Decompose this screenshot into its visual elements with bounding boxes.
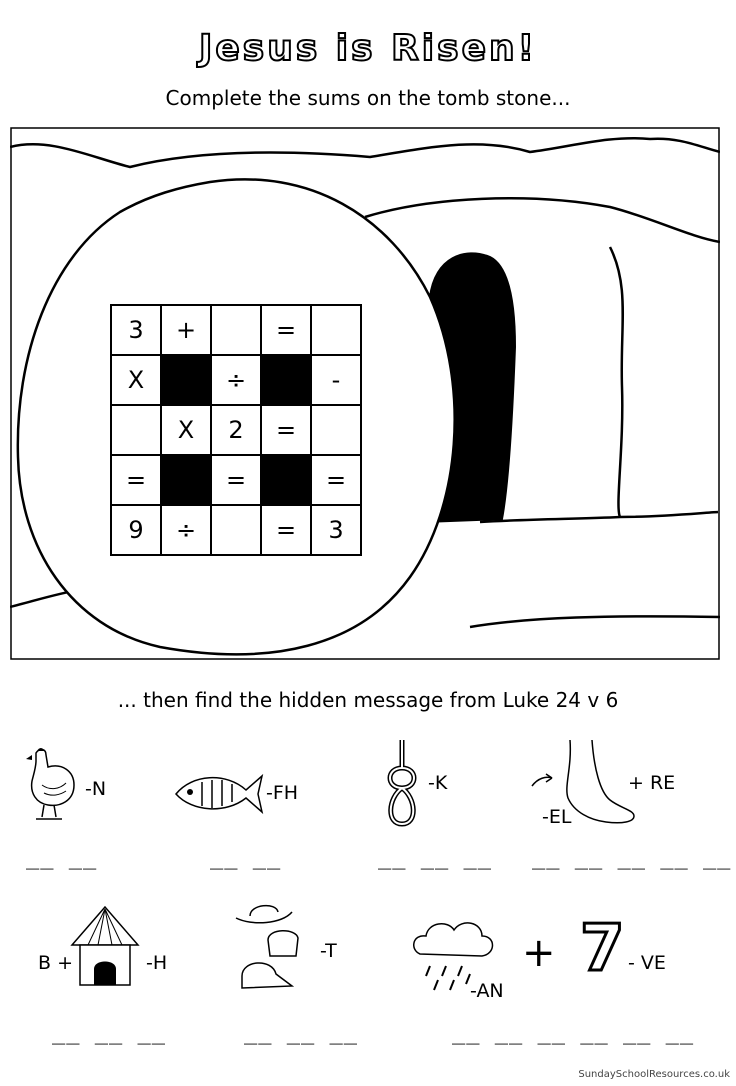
grid-cell: = — [261, 405, 311, 455]
plus-sign: + — [522, 930, 556, 976]
grid-cell: X — [111, 355, 161, 405]
grid-cell: = — [211, 455, 261, 505]
grid-cell: ÷ — [211, 355, 261, 405]
grid-cell: X — [161, 405, 211, 455]
grid-cell: 3 — [311, 505, 361, 555]
page-title: Jesus is Risen! — [198, 28, 538, 69]
grid-cell: 2 — [211, 405, 261, 455]
grid-cell[interactable] — [311, 305, 361, 355]
hut-answer-blanks[interactable]: __ __ __ — [52, 1020, 166, 1045]
grid-cell: = — [261, 505, 311, 555]
grid-cell-shaded — [261, 455, 311, 505]
fish-answer-blanks[interactable]: __ __ — [210, 845, 282, 870]
grid-cell: 9 — [111, 505, 161, 555]
grid-cell[interactable] — [111, 405, 161, 455]
fish-modifier: -FH — [266, 782, 299, 804]
hen-icon — [22, 745, 80, 825]
number-seven: 7 — [580, 912, 625, 986]
message-heading: ... then find the hidden message from Luke 24 v 6 — [117, 688, 619, 712]
hut-icon — [68, 905, 142, 987]
hen-modifier: -N — [85, 778, 107, 800]
grid-cell[interactable] — [211, 505, 261, 555]
knot-icon — [380, 738, 424, 828]
grid-cell: = — [261, 305, 311, 355]
hut-suffix: -H — [146, 952, 168, 974]
hats-answer-blanks[interactable]: __ __ __ — [244, 1020, 358, 1045]
grid-cell-shaded — [161, 355, 211, 405]
grid-cell-shaded — [261, 355, 311, 405]
instruction-text: Complete the sums on the tomb stone... — [165, 86, 571, 110]
grid-cell[interactable] — [211, 305, 261, 355]
fish-icon — [172, 768, 264, 818]
seven-suffix: - VE — [628, 952, 666, 974]
hen-answer-blanks[interactable]: __ __ — [26, 845, 98, 870]
grid-cell-shaded — [161, 455, 211, 505]
grid-cell: = — [111, 455, 161, 505]
hats-icon — [232, 900, 318, 996]
grid-cell: = — [311, 455, 361, 505]
footer-credit: SundaySchoolResources.co.uk — [578, 1069, 730, 1080]
grid-cell[interactable]: 3 — [111, 305, 161, 355]
knot-modifier: -K — [428, 772, 448, 794]
foot-answer-blanks[interactable]: __ __ __ __ __ — [532, 845, 732, 870]
knot-answer-blanks[interactable]: __ __ __ — [378, 845, 492, 870]
foot-prefix: -EL — [542, 806, 572, 828]
grid-cell: + — [161, 305, 211, 355]
grid-cell[interactable] — [311, 405, 361, 455]
foot-suffix: + RE — [628, 772, 676, 794]
grid-cell: - — [311, 355, 361, 405]
rain-modifier: -AN — [470, 980, 504, 1002]
grid-cell: ÷ — [161, 505, 211, 555]
rain-answer-blanks[interactable]: __ __ __ __ __ __ — [452, 1020, 695, 1045]
math-grid — [110, 304, 362, 556]
hut-prefix: B + — [38, 952, 73, 974]
hats-modifier: -T — [320, 940, 337, 962]
